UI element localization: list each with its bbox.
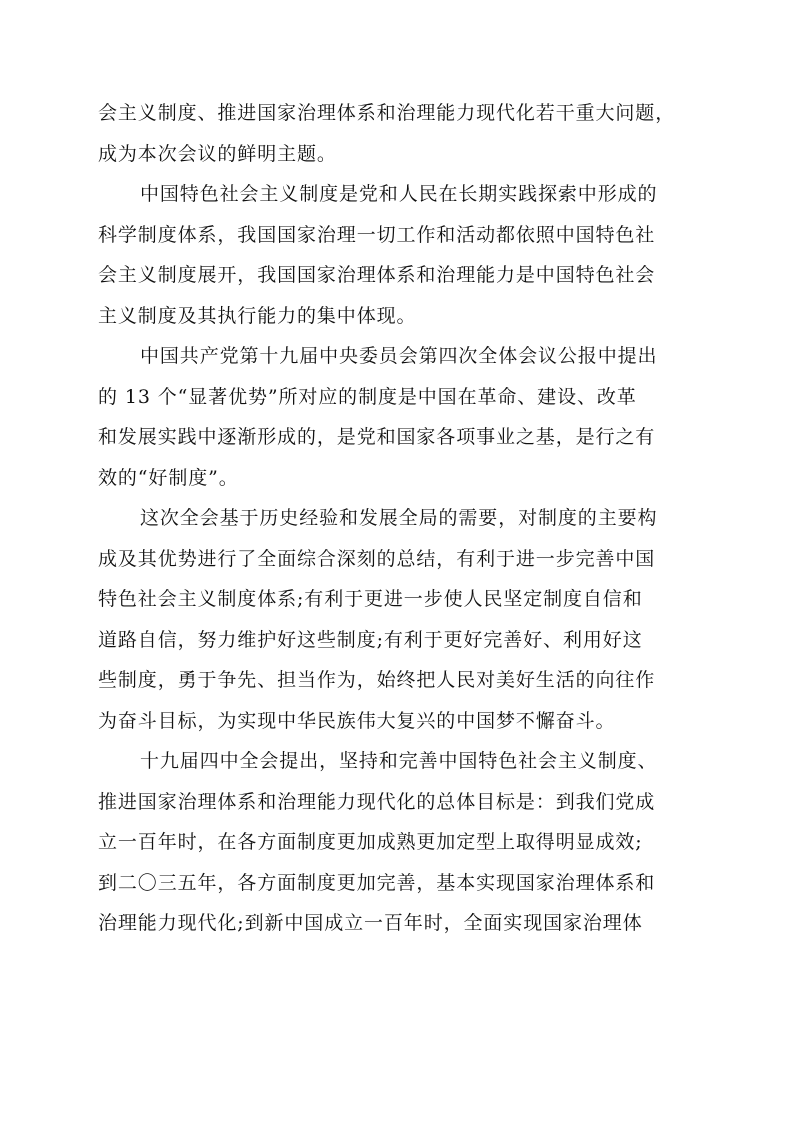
text-line: 特色社会主义制度体系;有利于更进一步使人民坚定制度自信和 <box>98 588 643 610</box>
text-line: 这次全会基于历史经验和发展全局的需要，对制度的主要构 <box>140 507 658 529</box>
text-line: 治理能力现代化;到新中国成立一百年时，全面实现国家治理体 <box>98 912 643 934</box>
text-line: 十九届四中全会提出，坚持和完善中国特色社会主义制度、 <box>140 750 658 772</box>
text-line: 为奋斗目标，为实现中华民族伟大复兴的中国梦不懈奋斗。 <box>98 709 616 732</box>
paragraph-5 <box>98 741 718 944</box>
text-line: 和发展实践中逐渐形成的，是党和国家各项事业之基，是行之有 <box>98 426 656 448</box>
text-line: 中国共产党第十九届中央委员会第四次全体会议公报中提出 <box>140 345 658 367</box>
paragraph-3 <box>98 336 718 498</box>
text-line: 中国特色社会主义制度是党和人民在长期实践探索中形成的 <box>140 183 658 205</box>
text-line: 会主义制度展开，我国国家治理体系和治理能力是中国特色社会 <box>98 264 656 286</box>
paragraph-1 <box>98 93 718 174</box>
text-line: 主义制度及其执行能力的集中体现。 <box>98 304 417 327</box>
text-line: 科学制度体系，我国国家治理一切工作和活动都依照中国特色社 <box>98 223 656 246</box>
text-line: 道路自信，努力维护好这些制度;有利于更好完善好、利用好这 <box>98 628 643 651</box>
paragraph-4 <box>98 498 718 741</box>
text-line: 效的“好制度”。 <box>98 466 239 489</box>
text-line: 到二〇三五年，各方面制度更加完善，基本实现国家治理体系和 <box>98 871 656 894</box>
text-line: 成及其优势进行了全面综合深刻的总结，有利于进一步完善中国 <box>98 547 656 570</box>
text-line: 的 13 个“显著优势”所对应的制度是中国在革命、建设、改革 <box>98 385 637 408</box>
document-body <box>98 93 718 944</box>
text-line: 推进国家治理体系和治理能力现代化的总体目标是：到我们党成 <box>98 790 656 813</box>
paragraph-2 <box>98 174 718 336</box>
text-line: 会主义制度、推进国家治理体系和治理能力现代化若干重大问题， <box>98 102 676 124</box>
text-line: 立一百年时，在各方面制度更加成熟更加定型上取得明显成效; <box>98 831 643 853</box>
text-line: 些制度，勇于争先、担当作为，始终把人民对美好生活的向往作 <box>98 669 656 691</box>
text-line: 成为本次会议的鲜明主题。 <box>98 142 337 165</box>
